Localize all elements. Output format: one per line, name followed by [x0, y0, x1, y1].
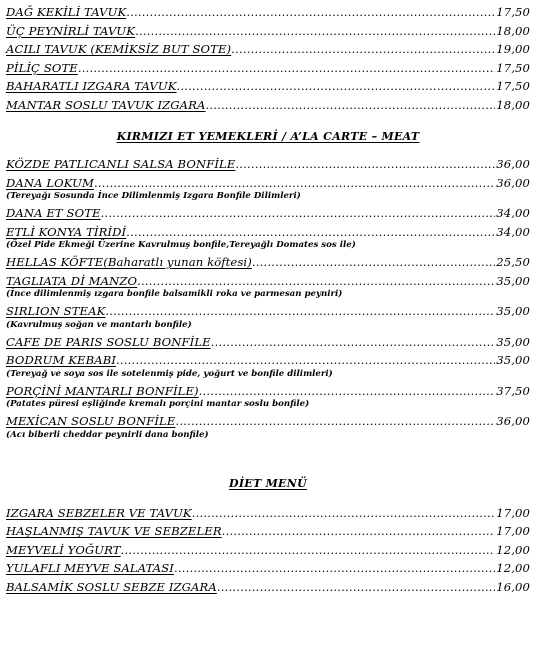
- menu-item: [6, 351, 530, 370]
- leader-dots: [78, 59, 495, 78]
- menu-item: [6, 522, 530, 541]
- item-description: (İnce dilimlenmiş ızgara bonfile balsamikli roka ve parmesan peyniri): [6, 289, 343, 299]
- item-price: 35,00: [496, 273, 530, 288]
- item-price: 17,50: [496, 79, 530, 93]
- item-name: KÖZDE PATLICANLI SALSA BONFİLE: [6, 157, 236, 171]
- menu-item: [6, 96, 530, 115]
- item-name: HAŞLANMIŞ TAVUK VE SEBZELER: [6, 524, 222, 538]
- meat-section-title: KIRMIZI ET YEMEKLERİ / A’LA CARTE – MEAT: [116, 130, 420, 143]
- item-price: 17,00: [496, 505, 530, 520]
- leader-dots: [137, 272, 495, 291]
- item-name: PORÇİNİ MANTARLI BONFİLE): [6, 383, 199, 398]
- menu-item: [6, 253, 530, 272]
- item-name: CAFE DE PARIS SOSLU BONFİLE: [6, 334, 211, 349]
- item-price: 12,00: [496, 561, 530, 575]
- item-name: BODRUM KEBABI: [6, 353, 117, 367]
- item-name: ÜÇ PEYNİRLİ TAVUK: [6, 23, 136, 38]
- item-name: ETLİ KONYA TİRİDİ: [6, 224, 127, 239]
- item-description: (Patates püresi eşliğinde kremalı porçini mantar soslu bonfile): [6, 399, 310, 409]
- item-name: BALSAMİK SOSLU SEBZE IZGARA: [6, 579, 217, 594]
- item-description: (Acı biberli cheddar peynirli dana bonfile): [6, 429, 209, 440]
- leader-dots: [175, 412, 495, 431]
- item-name: MEYVELİ YOĞURT: [6, 542, 121, 557]
- item-name: IZGARA SEBZELER VE TAVUK: [6, 505, 192, 520]
- leader-dots: [222, 522, 496, 541]
- item-name: SIRLION STEAK: [6, 304, 106, 318]
- leader-dots: [252, 253, 495, 272]
- leader-dots: [126, 223, 495, 242]
- item-price: 35,00: [496, 334, 530, 349]
- chicken-list: [6, 3, 530, 114]
- leader-dots: [192, 504, 496, 523]
- menu-item: [6, 204, 530, 223]
- item-name: BAHARATLI IZGARA TAVUK: [6, 79, 177, 93]
- item-price: 35,00: [496, 353, 530, 367]
- item-name: MANTAR SOSLU TAVUK IZGARA: [6, 97, 206, 112]
- item-price: 17,50: [496, 60, 530, 75]
- leader-dots: [135, 22, 495, 41]
- item-name: YULAFLI MEYVE SALATASI: [6, 561, 174, 575]
- leader-dots: [177, 77, 496, 96]
- item-price: 18,00: [496, 97, 530, 112]
- menu-item: [6, 302, 530, 321]
- leader-dots: [116, 351, 495, 370]
- item-price: 34,00: [496, 224, 530, 239]
- item-price: 35,00: [496, 304, 530, 318]
- menu-item: [6, 382, 530, 401]
- leader-dots: [174, 559, 495, 578]
- menu-item: [6, 155, 530, 174]
- item-price: 36,00: [496, 157, 530, 171]
- menu-item: [6, 272, 530, 291]
- item-price: 12,00: [496, 542, 530, 557]
- leader-dots: [94, 174, 495, 193]
- item-name: DAĞ KEKİLİ TAVUK: [6, 5, 127, 19]
- leader-dots: [231, 40, 495, 59]
- menu-item: [6, 77, 530, 96]
- menu-item: [6, 504, 530, 523]
- menu-item: [6, 559, 530, 578]
- item-name: DANA LOKUM: [6, 175, 94, 190]
- item-description: (Özel Pide Ekmeği Üzerine Kavrulmuş bonfile,Tereyağlı Domates sos ile): [6, 240, 356, 250]
- menu-item: [6, 22, 530, 41]
- item-name: PİLİÇ SOTE: [6, 60, 78, 75]
- item-price: 17,50: [496, 5, 530, 19]
- leader-dots: [101, 204, 496, 223]
- menu-item: [6, 223, 530, 242]
- diet-list: [6, 504, 530, 597]
- menu-item: [6, 174, 530, 193]
- item-description: (Kavrulmuş soğan ve mantarlı bonfile): [6, 319, 192, 330]
- leader-dots: [126, 3, 495, 22]
- leader-dots: [105, 302, 495, 321]
- leader-dots: [199, 382, 496, 401]
- item-name: DANA ET SOTE: [6, 206, 101, 220]
- item-name: ACILI TAVUK (KEMİKSİZ BUT SOTE): [6, 42, 232, 56]
- leader-dots: [121, 541, 496, 560]
- item-price: 16,00: [496, 579, 530, 594]
- menu-page: [6, 3, 530, 596]
- item-price: 25,50: [496, 255, 530, 269]
- leader-dots: [205, 96, 495, 115]
- leader-dots: [235, 155, 495, 174]
- item-description: (Tereyağ ve soya sos ile sotelenmiş pide, yoğurt ve bonfile dilimleri): [6, 368, 333, 379]
- menu-item: [6, 412, 530, 431]
- leader-dots: [217, 578, 495, 597]
- item-price: 34,00: [496, 206, 530, 220]
- item-name: TAGLIATA Dİ MANZO: [6, 273, 138, 288]
- item-price: 19,00: [496, 42, 530, 56]
- menu-item: [6, 578, 530, 597]
- diet-section-title: DİET MENÜ: [229, 476, 307, 490]
- meat-list: [6, 155, 530, 441]
- item-name: HELLAS KÖFTE(Baharatlı yunan köftesi): [6, 255, 252, 269]
- item-price: 36,00: [496, 175, 530, 190]
- menu-item: [6, 59, 530, 78]
- menu-item: [6, 40, 530, 59]
- leader-dots: [211, 333, 496, 352]
- menu-item: [6, 3, 530, 22]
- item-price: 37,50: [496, 383, 530, 398]
- menu-item: [6, 333, 530, 352]
- item-name: MEXİCAN SOSLU BONFİLE: [6, 414, 176, 428]
- item-price: 17,00: [496, 524, 530, 538]
- item-price: 36,00: [496, 414, 530, 428]
- item-description: (Tereyağı Sosunda İnce Dilimlenmiş Izgara Bonfile Dilimleri): [6, 191, 301, 201]
- item-price: 18,00: [496, 23, 530, 38]
- menu-item: [6, 541, 530, 560]
